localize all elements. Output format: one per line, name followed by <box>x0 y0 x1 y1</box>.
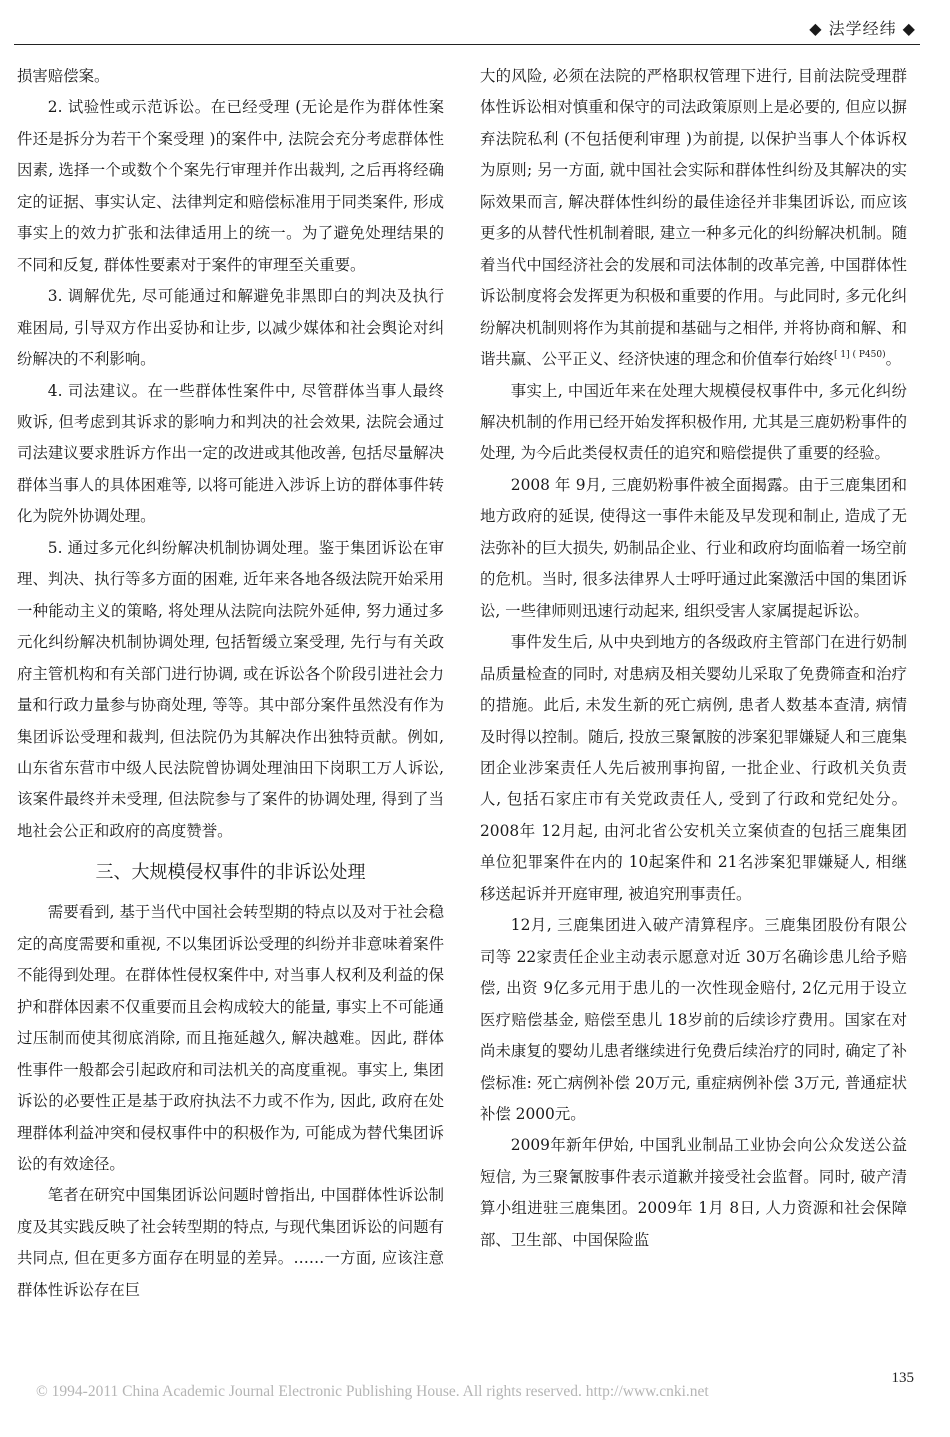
paragraph-text: 大的风险, 必须在法院的严格职权管理下进行, 目前法院受理群体性诉讼相对慎重和保守的司法政策原则上是必要的, 但应以摒弃法院私利 (不包括便利审理 )为前提, 以保护当事人个体诉权为原则; 另一方面, 就中国社会实际和群体性纠纷及其解决的实际效果而言, 解决群体性纠纷的最佳途径并非集团诉讼, 而应该更多的从替代性机制着眼, 建立一种多元化的纠纷解决机制。随着当代中国经济社会的发展和司法体制的改革完善, 中国群体性诉讼制度将会发挥更为积极和重要的作用。与此同时, 多元化纠纷解决机制则将作为其前提和基础与之相伴, 并将协商和解、和谐共赢、公平正义、经济快速的理念和价值奉行始终 <box>480 67 907 369</box>
paragraph: 2. 试验性或示范诉讼。在已经受理 (无论是作为群体性案件还是拆分为若干个案受理 )的案件中, 法院会充分考虑群体性因素, 选择一个或数个个案先行审理并作出裁判, 之后再将经确定的证据、事实认定、法律判定和赔偿标准用于同类案件, 形成事实上的效力扩张和法律适用上的统一。为了避免处理结果的不同和反复, 群体性要素对于案件的审理至关重要。 <box>17 98 444 274</box>
paragraph: 损害赔偿案。 <box>17 67 110 85</box>
paragraph: 事实上, 中国近年来在处理大规模侵权事件中, 多元化纠纷解决机制的作用已经开始发挥积极作用, 尤其是三鹿奶粉事件的处理, 为今后此类侵权责任的追究和赔偿提供了重要的经验。 <box>480 381 907 463</box>
paragraph: 12月, 三鹿集团进入破产清算程序。三鹿集团股份有限公司等 22家责任企业主动表示愿意对近 30万名确诊患儿给予赔偿, 出资 9亿多元用于患儿的一次性现金赔付, 2亿元用于设立医疗赔偿基金, 赔偿至患儿 18岁前的后续诊疗费用。国家在对尚未康复的婴幼儿患者继续进行免费后续治疗的同时, 确定了补偿标准: 死亡病例补偿 20万元, 重症病例补偿 3万元, 普通症状补偿 2000元。 <box>480 916 907 1123</box>
paragraph: 5. 通过多元化纠纷解决机制协调处理。鉴于集团诉讼在审理、判决、执行等多方面的困难, 近年来各地各级法院开始采用一种能动主义的策略, 将处理从法院向法院外延伸, 努力通过多元化纠纷解决机制协调处理, 包括暂缓立案受理, 先行与有关政府主管机构和有关部门进行协调, 或在诉讼各个阶段引进社会力量和行政力量参与协商处理, 等等。其中部分案件虽然没有作为集团诉讼受理和裁判, 但法院仍为其解决作出独特贡献。例如, 山东省东营市中级人民法院曾协调处理油田下岗职工万人诉讼, 该案件最终并未受理, 但法院参与了案件的协调处理, 得到了当地社会公正和政府的高度赞誉。 <box>17 538 444 840</box>
paragraph-end: 。 <box>885 350 901 369</box>
citation-marker: [ 1] ( P450) <box>834 350 886 361</box>
section-heading: 三、大规模侵权事件的非诉讼处理 <box>95 862 366 884</box>
paragraph: 笔者在研究中国集团诉讼问题时曾指出, 中国群体性诉讼制度及其实践反映了社会转型期的特点, 与现代集团诉讼的问题有共同点, 但在更多方面存在明显的差异。……一方面, 应该注意群体性诉讼存在巨 <box>17 1186 444 1299</box>
paragraph: 3. 调解优先, 尽可能通过和解避免非黑即白的判决及执行难困局, 引导双方作出妥协和让步, 以减少媒体和社会舆论对纠纷解决的不利影响。 <box>17 287 444 369</box>
page-number: 135 <box>891 1370 914 1386</box>
paragraph: 事件发生后, 从中央到地方的各级政府主管部门在进行奶制品质量检查的同时, 对患病及相关婴幼儿采取了免费筛查和治疗的措施。此后, 未发生新的死亡病例, 患者人数基本查清, 病情及时得以控制。随后, 投放三聚氰胺的涉案犯罪嫌疑人和三鹿集团企业涉案责任人先后被刑事拘留, 一批企业、行政机关负责人, 包括石家庄市有关党政责任人, 受到了行政和党纪处分。2008年 12月起, 由河北省公安机关立案侦查的包括三鹿集团单位犯罪案件在内的 10起案件和 21名涉案犯罪嫌疑人, 相继移送起诉并开庭审理, 被追究刑事责任。 <box>480 633 907 903</box>
journal-section-title: ◆ 法学经纬 ◆ <box>809 19 916 38</box>
paragraph: 4. 司法建议。在一些群体性案件中, 尽管群体当事人最终败诉, 但考虑到其诉求的影响力和判决的社会效果, 法院会通过司法建议要求胜诉方作出一定的改进或其他改善, 包括尽量解决群体当事人的具体困难等, 以将可能进入涉诉上访的群体事件转化为院外协调处理。 <box>17 381 444 526</box>
copyright-watermark: © 1994-2011 China Academic Journal Electronic Publishing House. All rights reserved. http://www.cnki.net <box>36 1383 709 1400</box>
paragraph: 2009年新年伊始, 中国乳业制品工业协会向公众发送公益短信, 为三聚氰胺事件表示道歉并接受社会监督。同时, 破产清算小组进驻三鹿集团。2009年 1月 8日, 人力资源和社会保障部、卫生部、中国保险监 <box>480 1136 907 1249</box>
paragraph: 需要看到, 基于当代中国社会转型期的特点以及对于社会稳定的高度需要和重视, 不以集团诉讼受理的纠纷并非意味着案件不能得到处理。在群体性侵权案件中, 对当事人权利及利益的保护和群体因素不仅重要而且会构成较大的能量, 事实上不可能通过压制而使其彻底消除, 而且拖延越久, 解决越难。因此, 群体性事件一般都会引起政府和司法机关的高度重视。事实上, 集团诉讼的必要性正是基于政府执法不力或不作为, 因此, 政府在处理群体利益冲突和侵权事件中的积极作为, 可能成为替代集团诉讼的有效途径。 <box>17 903 444 1173</box>
paragraph <box>480 61 907 376</box>
right-column <box>480 61 907 1256</box>
left-column <box>17 61 444 1306</box>
running-header <box>14 14 920 45</box>
paragraph: 2008 年 9月, 三鹿奶粉事件被全面揭露。由于三鹿集团和地方政府的延误, 使得这一事件未能及早发现和制止, 造成了无法弥补的巨大损失, 奶制品企业、行业和政府均面临着一场空前的危机。当时, 很多法律界人士呼吁通过此案激活中国的集团诉讼, 一些律师则迅速行动起来, 组织受害人家属提起诉讼。 <box>480 475 907 620</box>
